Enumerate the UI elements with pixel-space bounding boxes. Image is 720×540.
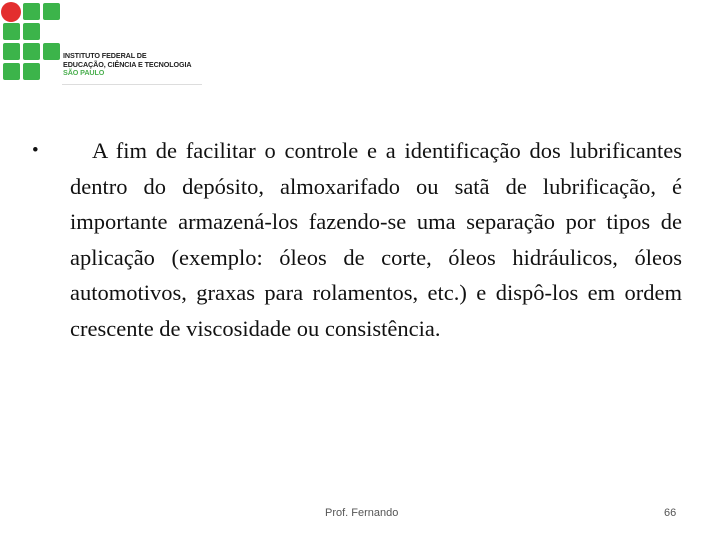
logo-line-3: SÃO PAULO xyxy=(63,68,105,78)
slide-body-text: A fim de facilitar o controle e a identificação dos lubrificantes dentro do depósito, almoxarifado ou satã de lubrificação, é importante armazená-los fazendo-se uma separação por tipos de aplicação (exemplo: óleos de corte, óleos hidráulicos, óleos automotivos, graxas para rolamentos, etc.) e dispô-los em ordem crescente de viscosidade ou consistência. xyxy=(70,138,682,341)
institution-logo xyxy=(0,0,210,90)
footer-author: Prof. Fernando xyxy=(325,507,399,519)
logo-line-1: INSTITUTO FEDERAL DE xyxy=(63,51,147,60)
logo-divider xyxy=(62,84,202,85)
logo-line-2: EDUCAÇÃO, CIÊNCIA E TECNOLOGIA xyxy=(63,59,192,69)
bullet-marker: • xyxy=(32,140,39,161)
footer-page-number: 66 xyxy=(664,507,677,519)
logo-grid-icon xyxy=(0,0,62,84)
logo-text xyxy=(63,52,192,78)
